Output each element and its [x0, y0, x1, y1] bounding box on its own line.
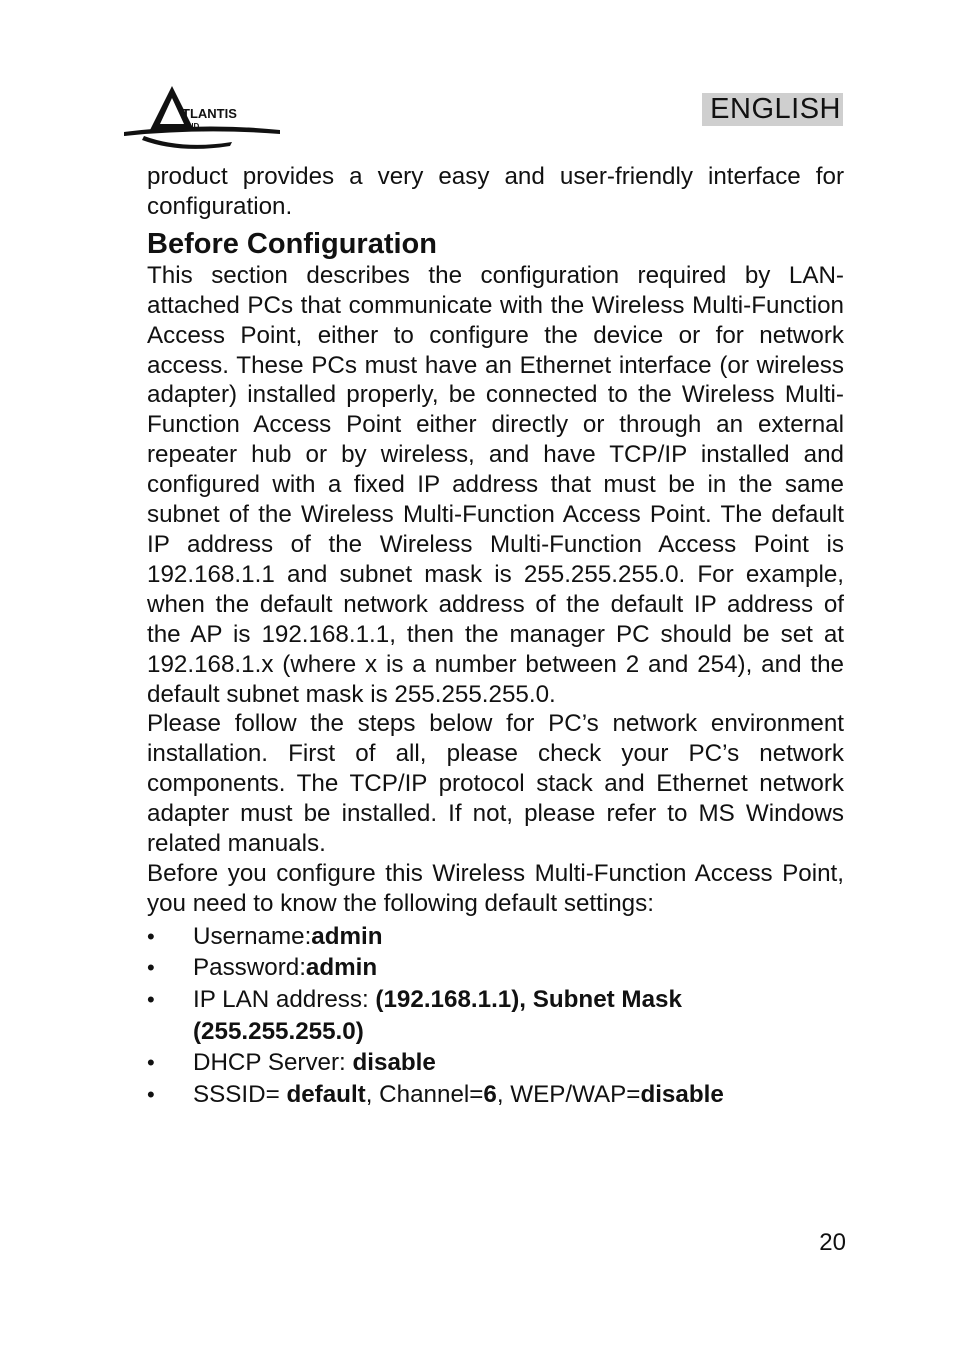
channel-label: , Channel=: [365, 1080, 484, 1108]
channel-value: 6: [483, 1080, 497, 1108]
password-label: Password:: [193, 954, 306, 982]
list-item: [147, 952, 844, 984]
subnet-value: (255.255.255.0): [193, 1017, 364, 1045]
ip-value: (192.168.1.1), Subnet Mask: [375, 985, 682, 1013]
paragraph-2: Please follow the steps below for PC’s network environment installation. First of all, please check your PC’s network components. The TCP/IP protocol stack and Ethernet network adapter must be installed. If not, please refer to MS Windows related manuals.: [147, 710, 844, 858]
wep-value: disable: [640, 1080, 724, 1108]
dhcp-value: disable: [352, 1049, 436, 1077]
page-content: [147, 162, 844, 1110]
password-value: admin: [305, 954, 378, 982]
username-value: admin: [311, 922, 383, 950]
dhcp-label: DHCP Server:: [193, 1049, 353, 1077]
logo-text: TLANTIS: [182, 106, 237, 121]
wep-label: , WEP/WAP=: [496, 1080, 641, 1108]
list-item: [147, 1047, 844, 1079]
paragraph-3: Before you configure this Wireless Multi-Function Access Point, you need to know the following default settings:: [147, 859, 844, 917]
ssid-label: SSSID=: [193, 1080, 287, 1108]
list-item: [147, 1079, 844, 1111]
intro-paragraph: product provides a very easy and user-friendly interface for configuration.: [147, 163, 844, 220]
ip-label: IP LAN address:: [193, 985, 376, 1013]
paragraph-1: This section describes the configuration required by LAN-attached PCs that communicate with the Wireless Multi-Function Access Point, either to configure the device or for network access. These PCs must have an Ethernet interface (or wireless adapter) installed properly, be connected to the Wireless Multi-Function Access Point either directly or through an external repeater hub or by wireless, and have TCP/IP installed and configured with a fixed IP address that must be in the same subnet of the Wireless Multi-Function Access Point. The default IP address of the Wireless Multi-Function Access Point is 192.168.1.1 and subnet mask is 255.255.255.0. For example, when the default network address of the default IP address of the AP is 192.168.1.1, then the manager PC should be set at 192.168.1.x (where x is a number between 2 and 254), and the default subnet mask is 255.255.255.0.: [147, 261, 844, 708]
default-settings-list: [147, 921, 844, 1111]
page-number: 20: [819, 1229, 846, 1256]
username-label: Username:: [193, 922, 312, 950]
language-label: ENGLISH: [702, 93, 843, 126]
list-item: [147, 984, 844, 1047]
atlantis-logo: [122, 84, 282, 156]
ssid-value: default: [286, 1080, 366, 1108]
logo-subtext: AND: [182, 122, 200, 131]
list-item: [147, 921, 844, 953]
section-title: Before Configuration: [147, 227, 437, 260]
